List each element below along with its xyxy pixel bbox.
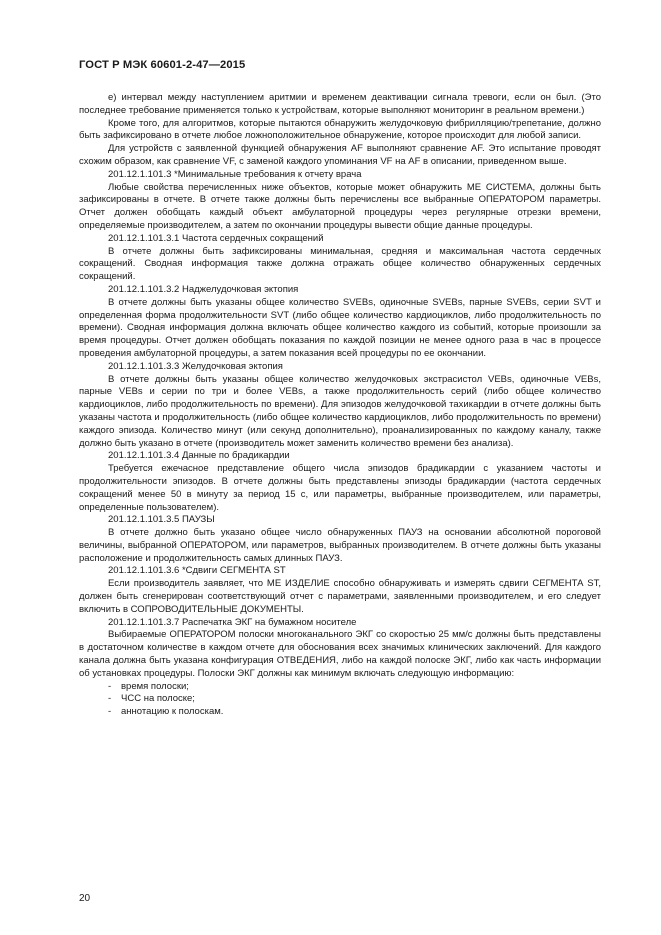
section-heading: 201.12.1.101.3.7 Распечатка ЭКГ на бумажном носителе <box>108 616 357 628</box>
paragraph: Если производитель заявляет, что ME ИЗДЕЛИЕ способно обнаруживать и измерять сдвиги СЕГМЕНТА ST, должен быть сгенерирован соответствующий отчет с параметрами, заявленными производителем, и его следует включить в СОПРОВОДИТЕЛЬНЫЕ ДОКУМЕНТЫ. <box>79 578 601 615</box>
section-heading: 201.12.1.101.3.3 Желудочковая эктопия <box>108 360 283 372</box>
section-heading: 201.12.1.101.3.2 Наджелудочковая эктопия <box>108 283 299 295</box>
page-number: 20 <box>79 893 91 904</box>
section-heading: 201.12.1.101.3.5 ПАУЗЫ <box>108 514 215 526</box>
section-heading: 201.12.1.101.3 *Минимальные требования к отчету врача <box>108 168 362 180</box>
list-item-text: ЧСС на полоске; <box>121 693 195 705</box>
paragraph: Для устройств с заявленной функцией обнаружения AF выполняют сравнение AF. Это испытание проводят схожим образом, как сравнение VF, с заменой каждого упоминания VF на AF в описании, приведенном выше. <box>79 143 601 167</box>
section-heading: 201.12.1.101.3.6 *Сдвиги СЕГМЕНТА ST <box>108 565 286 577</box>
list-item-text: время полоски; <box>121 680 189 692</box>
list-item <box>79 693 601 706</box>
paragraph: В отчете должно быть указано общее число обнаруженных ПАУЗ на основании абсолютной пороговой величины, выбранной ОПЕРАТОРОМ, или параметров, выбранных производителем. В отчете должны быть указаны расположение и продолжительность самых длинных ПАУЗ. <box>79 527 601 564</box>
paragraph: Выбираемые ОПЕРАТОРОМ полоски многоканального ЭКГ со скоростью 25 мм/с должны быть представлены в достаточном количестве в каждом отчете для обоснования всех значимых клинических заключений. Для каждого канала должна быть указана конфигурация ОТВЕДЕНИЯ, либо на каждой полоске ЭКГ, либо как часть информации об установках процедуры. Полоски ЭКГ должны как минимум включать следующую информацию: <box>79 629 601 679</box>
info-list <box>79 681 601 719</box>
list-item-text: аннотацию к полоскам. <box>121 706 224 718</box>
paragraph: В отчете должны быть указаны общее количество желудочковых экстрасистол VEBs, одиночные VEBs, парные VEBs и серии по три и более VEBs, а также продолжительность серий (либо общее количество кардиоциклов, либо продолжительность по времени). Для эпизодов желудочковой тахикардии в отчете должны быть указаны частота и продолжительность (либо общее количество кардиоциклов, либо продолжительность по времени) каждого эпизода. Количество минут (или секунд дополнительно), проанализированных по каждому каналу, также должно быть указано в отчете (производитель может заменить количество времени без анализа). <box>79 373 601 449</box>
section-heading: 201.12.1.101.3.4 Данные по брадикардии <box>108 450 290 462</box>
paragraph: В отчете должны быть зафиксированы минимальная, средняя и максимальная частота сердечных сокращений. Сводная информация также должна отражать общее количество обнаруженных сердечных сокращений. <box>79 245 601 283</box>
paragraph: Требуется ежечасное представление общего числа эпизодов брадикардии с указанием частоты и продолжительности эпизодов. В отчете должны быть представлены эпизоды брадикардии (частота сердечных сокращений менее 50 в минуту за период 15 с, или параметры, выбранные производителем, или параметры, определенные пользователем). <box>79 463 601 513</box>
document-body <box>79 92 601 719</box>
paragraph: Любые свойства перечисленных ниже объектов, которые может обнаружить ME СИСТЕМА, должны быть зафиксированы в отчете. В отчете также должны быть перечислены все выбранные ОПЕРАТОРОМ параметры. Отчет должен обобщать каждый объект амбулаторной процедуры через регулярные отрезки времени, определяемые производителем, а затем по окончании процедуры вывести общие данные процедуры. <box>79 181 601 231</box>
list-marker: - <box>108 680 112 692</box>
paragraph: e) интервал между наступлением аритмии и временем деактивации сигнала тревоги, если он был. (Это последнее требование применяется только к устройствам, которые выполняют мониторинг в реальном времени.) <box>79 92 601 116</box>
list-item <box>79 681 601 694</box>
section-heading: 201.12.1.101.3.1 Частота сердечных сокращений <box>108 232 324 244</box>
list-marker: - <box>108 693 112 705</box>
paragraph: Кроме того, для алгоритмов, которые пытаются обнаружить желудочковую фибрилляцию/трепетание, должно быть зафиксировано в отчете любое ложноположительное обнаружение, которое происходит для любой записи. <box>79 117 601 142</box>
list-marker: - <box>108 706 112 718</box>
list-item <box>79 706 601 719</box>
document-header: ГОСТ Р МЭК 60601-2-47—2015 <box>79 59 246 71</box>
paragraph: В отчете должны быть указаны общее количество SVEBs, одиночные SVEBs, парные SVEBs, серии SVT и определенная форма продолжительности SVT (либо общее количество кардиоциклов, либо продолжительность по времени). Сводная информация должна включать общее количество каждого из событий, которые произошли за время процедуры. Отчет должен обобщать показания по каждой позиции не менее одного раза в час в процессе проведения амбулаторной процедуры, а затем показания всей процедуры по ее окончании. <box>79 296 601 359</box>
